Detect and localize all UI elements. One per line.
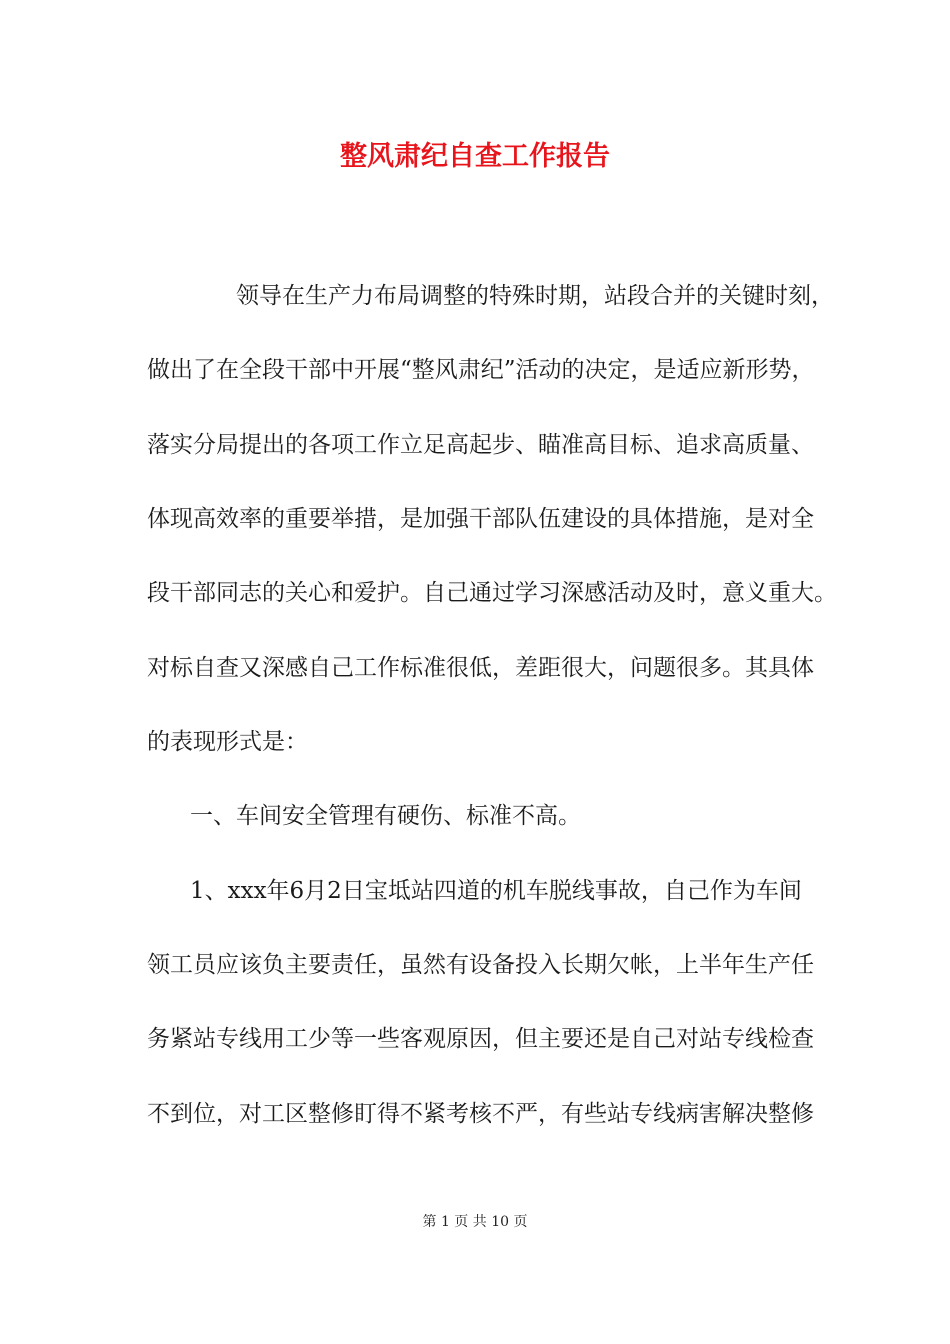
page-number: 第 1 页 共 10 页 <box>422 1214 528 1230</box>
paragraph-line-11: 务紧站专线用工少等一些客观原因，但主要还是自己对站专线检查 <box>147 1026 814 1052</box>
paragraph-line-6: 对标自查又深感自己工作标准很低，差距很大，问题很多。其具体 <box>147 655 814 681</box>
document-title: 整风肃纪自查工作报告 <box>340 141 610 172</box>
paragraph-line-9: 1、xxx年6月2日宝坻站四道的机车脱线事故，自己作为车间 <box>190 878 802 904</box>
paragraph-line-1: 领导在生产力布局调整的特殊时期，站段合并的关键时刻， <box>236 283 834 309</box>
paragraph-line-10: 领工员应该负主要责任，虽然有设备投入长期欠帐，上半年生产任 <box>147 952 814 978</box>
paragraph-line-7: 的表现形式是： <box>147 729 308 755</box>
paragraph-line-5: 段干部同志的关心和爱护。自己通过学习深感活动及时，意义重大。 <box>147 580 837 606</box>
paragraph-line-4: 体现高效率的重要举措，是加强干部队伍建设的具体措施，是对全 <box>147 506 814 532</box>
paragraph-line-12: 不到位，对工区整修盯得不紧考核不严，有些站专线病害解决整修 <box>147 1101 814 1127</box>
section-heading: 一、车间安全管理有硬伤、标准不高。 <box>190 803 581 829</box>
paragraph-line-3: 落实分局提出的各项工作立足高起步、瞄准高目标、追求高质量、 <box>147 432 814 458</box>
paragraph-line-2: 做出了在全段干部中开展“整风肃纪”活动的决定，是适应新形势， <box>147 357 815 383</box>
